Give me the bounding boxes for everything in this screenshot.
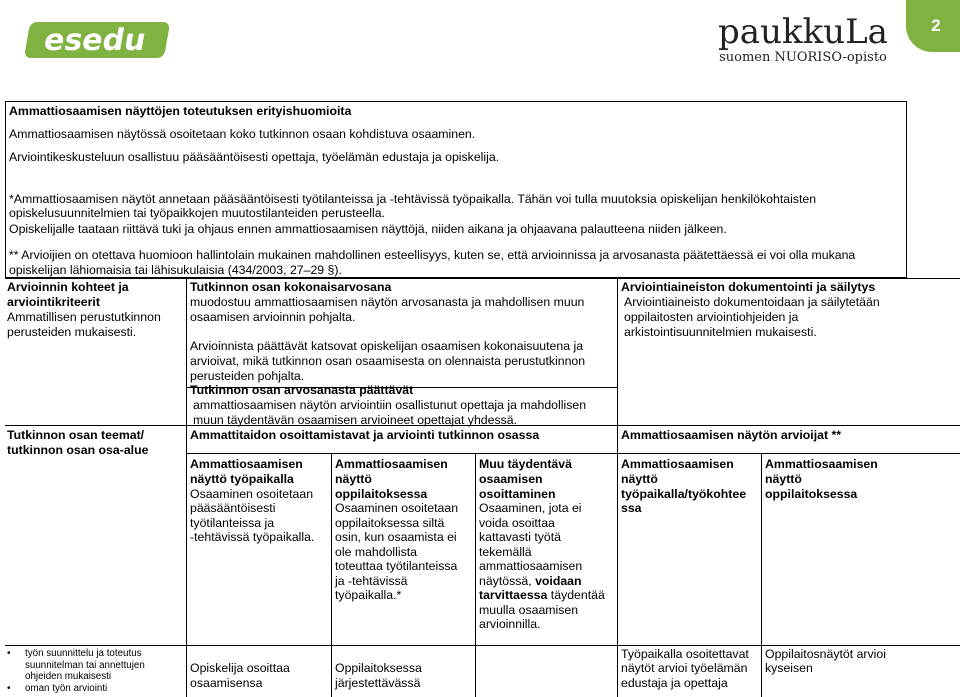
bottom-cell-text: järjestettävässä <box>335 676 421 690</box>
grid-line <box>186 278 187 697</box>
other-demo-text: ammattiosaamisen <box>479 559 583 573</box>
criteria-text: perusteiden mukaisesti. <box>7 325 137 339</box>
bottom-cell-text: Oppilaitoksessa <box>335 661 422 675</box>
assessment-text: perusteiden pohjalta. <box>190 369 305 383</box>
grid-line <box>186 453 960 454</box>
other-demo-text: muulla osaamisen <box>479 603 579 617</box>
criteria-title: Arvioinnin kohteet ja <box>7 280 129 294</box>
other-demo-text-part: voidaan <box>535 574 582 588</box>
notes-paragraph: opiskelusuunnitelmien tai työpaikkojen muutostilanteiden perusteella. <box>9 206 385 220</box>
list-item-text: suunnitelman tai annettujen <box>25 659 145 671</box>
other-demo-text-part: tarvittaessa <box>479 588 548 602</box>
list-item-text: ohjeiden mukaisesti <box>25 671 112 682</box>
other-demo-text-part: näytössä, <box>479 574 532 588</box>
list-item: • oman työn arviointi <box>3 683 183 695</box>
other-demo-text: Osaaminen, jota ei <box>479 501 582 515</box>
bottom-cell-text: Oppilaitosnäytöt arvioi <box>765 647 886 661</box>
assessor-workplace-title: työpaikalla/työkohtee <box>621 487 747 501</box>
assessment-text: arvioivat, mikä tutkinnon osan osaamisesta on olennaista perustutkinnon <box>190 354 586 368</box>
esedu-logo <box>22 12 170 64</box>
grade-decision-title: Tutkinnon osan arvosanasta päättävät <box>190 383 414 397</box>
proof-methods-title: Ammattitaidon osoittamistavat ja arviointi tutkinnon osassa <box>190 428 540 442</box>
bottom-cell-text: näytöt arvioi työelämän <box>621 661 748 675</box>
themes-title: tutkinnon osan osa-alue <box>7 443 149 457</box>
notes-paragraph: *Ammattiosaamisen näytöt annetaan pääsääntöisesti työtilanteissa ja -tehtävissä työpaikalla. Tähän voi tulla muutoksia opiskelijan henkilökohtaisten <box>9 192 817 206</box>
other-demo-title: osoittaminen <box>479 487 556 501</box>
documentation-text: oppilaitosten arviointiohjeiden ja <box>624 310 799 324</box>
workplace-demo-text: työtilanteissa ja <box>190 516 275 530</box>
notes-paragraph: Opiskelijalle taataan riittävä tuki ja ohjaus ennen ammattiosaamisen näyttöjä, niiden aikana ja ohjaavana palautteena niiden jälkeen. <box>9 222 727 236</box>
school-demo-text: osin, kun osaamista ei <box>335 530 457 544</box>
other-demo-text <box>479 574 582 589</box>
bottom-cell-text: osaamisensa <box>190 676 263 690</box>
assessment-text: Arvioinnista päättävät katsovat opiskelijan osaamisen kokonaisuutena ja <box>190 339 584 353</box>
paukkula-logo <box>714 14 892 66</box>
grade-decision-text: muun täydentävän osaamisen arvioineet opettajat yhdessä. <box>193 413 518 427</box>
overall-grade-title: Tutkinnon osan kokonaisarvosana <box>190 280 392 294</box>
notes-paragraph: ** Arvioijien on otettava huomioon hallintolain mukainen mahdollinen esteellisyys, kuten se, että arvioinnissa ja arvosanasta päätettäessä ei voi olla mukana <box>9 248 856 262</box>
documentation-title: Arviointiaineiston dokumentointi ja säilytys <box>621 280 876 294</box>
bottom-cell-text: Opiskelija osoittaa <box>190 661 290 675</box>
workplace-demo-title: näyttö työpaikalla <box>190 472 294 486</box>
list-item <box>3 671 183 683</box>
workplace-demo-title: Ammattiosaamisen <box>190 457 303 471</box>
grid-line <box>475 453 476 697</box>
assessor-workplace-title: Ammattiosaamisen <box>621 457 734 471</box>
other-demo-text <box>479 588 605 603</box>
assessor-school-title: Ammattiosaamisen <box>765 457 878 471</box>
school-demo-title: näyttö <box>335 472 372 486</box>
grid-line <box>5 645 960 646</box>
assessor-school-title: näyttö <box>765 472 802 486</box>
workplace-demo-text: pääsääntöisesti <box>190 501 276 515</box>
other-demo-text: arvioinnilla. <box>479 617 541 631</box>
other-demo-text-part: täydentää <box>550 588 605 602</box>
school-demo-text: oppilaitoksessa siltä <box>335 516 445 530</box>
theme-bullet-list <box>3 648 183 694</box>
school-demo-text: Osaaminen osoitetaan <box>335 501 459 515</box>
other-demo-text: tekemällä <box>479 545 532 559</box>
documentation-text: arkistointisuunnitelmien mukaisesti. <box>624 325 817 339</box>
school-demo-title: oppilaitoksessa <box>335 487 428 501</box>
grid-line <box>761 453 762 697</box>
notes-paragraph: opiskelijan lähiomaisia tai lähisukulaisia (434/2003, 27–29 §). <box>9 263 342 277</box>
other-demo-text: kattavasti työtä <box>479 530 562 544</box>
bottom-cell-text: edustaja ja opettaja <box>621 676 728 690</box>
list-item: • työn suunnittelu ja toteutus <box>3 648 183 660</box>
paukkula-subtitle: suomen NUORISO-opisto <box>719 50 887 65</box>
assessor-workplace-title: näyttö <box>621 472 658 486</box>
documentation-text: Arviointiaineisto dokumentoidaan ja säilytetään <box>624 295 880 309</box>
notes-paragraph: Arviointikeskusteluun osallistuu pääsääntöisesti opettaja, työelämän edustaja ja opiskelija. <box>9 150 500 164</box>
bottom-cell-text: Työpaikalla osoitettavat <box>621 647 749 661</box>
paukkula-wordmark: paukkuLa <box>718 12 888 52</box>
overall-grade-text: osaamisen arvioinnin pohjalta. <box>190 310 356 324</box>
page-number-badge <box>906 0 960 52</box>
assessors-title: Ammattiosaamisen näytön arvioijat ** <box>621 428 842 442</box>
notes-paragraph: Ammattiosaamisen näytössä osoitetaan koko tutkinnon osaan kohdistuva osaaminen. <box>9 127 476 141</box>
bottom-cell-text: kyseisen <box>765 661 813 675</box>
grade-decision-text: ammattiosaamisen näytön arviointiin osallistunut opettaja ja mahdollisen <box>193 398 587 412</box>
school-demo-text: toteuttaa työtilanteissa <box>335 559 458 573</box>
assessor-school-title: oppilaitoksessa <box>765 487 858 501</box>
grid-line <box>5 278 960 279</box>
grid-line <box>617 278 618 697</box>
criteria-title: arviointikriteerit <box>7 295 100 309</box>
other-demo-text: voida osoittaa <box>479 516 555 530</box>
other-demo-title: osaamisen <box>479 472 543 486</box>
school-demo-text: työpaikalla.* <box>335 588 402 602</box>
list-item <box>3 660 183 672</box>
criteria-text: Ammatillisen perustutkinnon <box>7 310 161 324</box>
assessor-workplace-title: ssa <box>621 501 642 515</box>
overall-grade-text: muodostuu ammattiosaamisen näytön arvosanasta ja mahdollisen muun <box>190 295 585 309</box>
notes-title: Ammattiosaamisen näyttöjen toteutuksen erityishuomioita <box>9 104 352 118</box>
school-demo-title: Ammattiosaamisen <box>335 457 448 471</box>
workplace-demo-text: Osaaminen osoitetaan <box>190 487 314 501</box>
grid-line <box>331 453 332 697</box>
other-demo-title: Muu täydentävä <box>479 457 572 471</box>
themes-title: Tutkinnon osan teemat/ <box>7 428 145 442</box>
svg-text:esedu: esedu <box>41 23 149 58</box>
workplace-demo-text: -tehtävissä työpaikalla. <box>190 530 315 544</box>
school-demo-text: ole mahdollista <box>335 545 418 559</box>
page-number: 2 <box>931 16 941 35</box>
school-demo-text: ja -tehtävissä <box>335 574 408 588</box>
